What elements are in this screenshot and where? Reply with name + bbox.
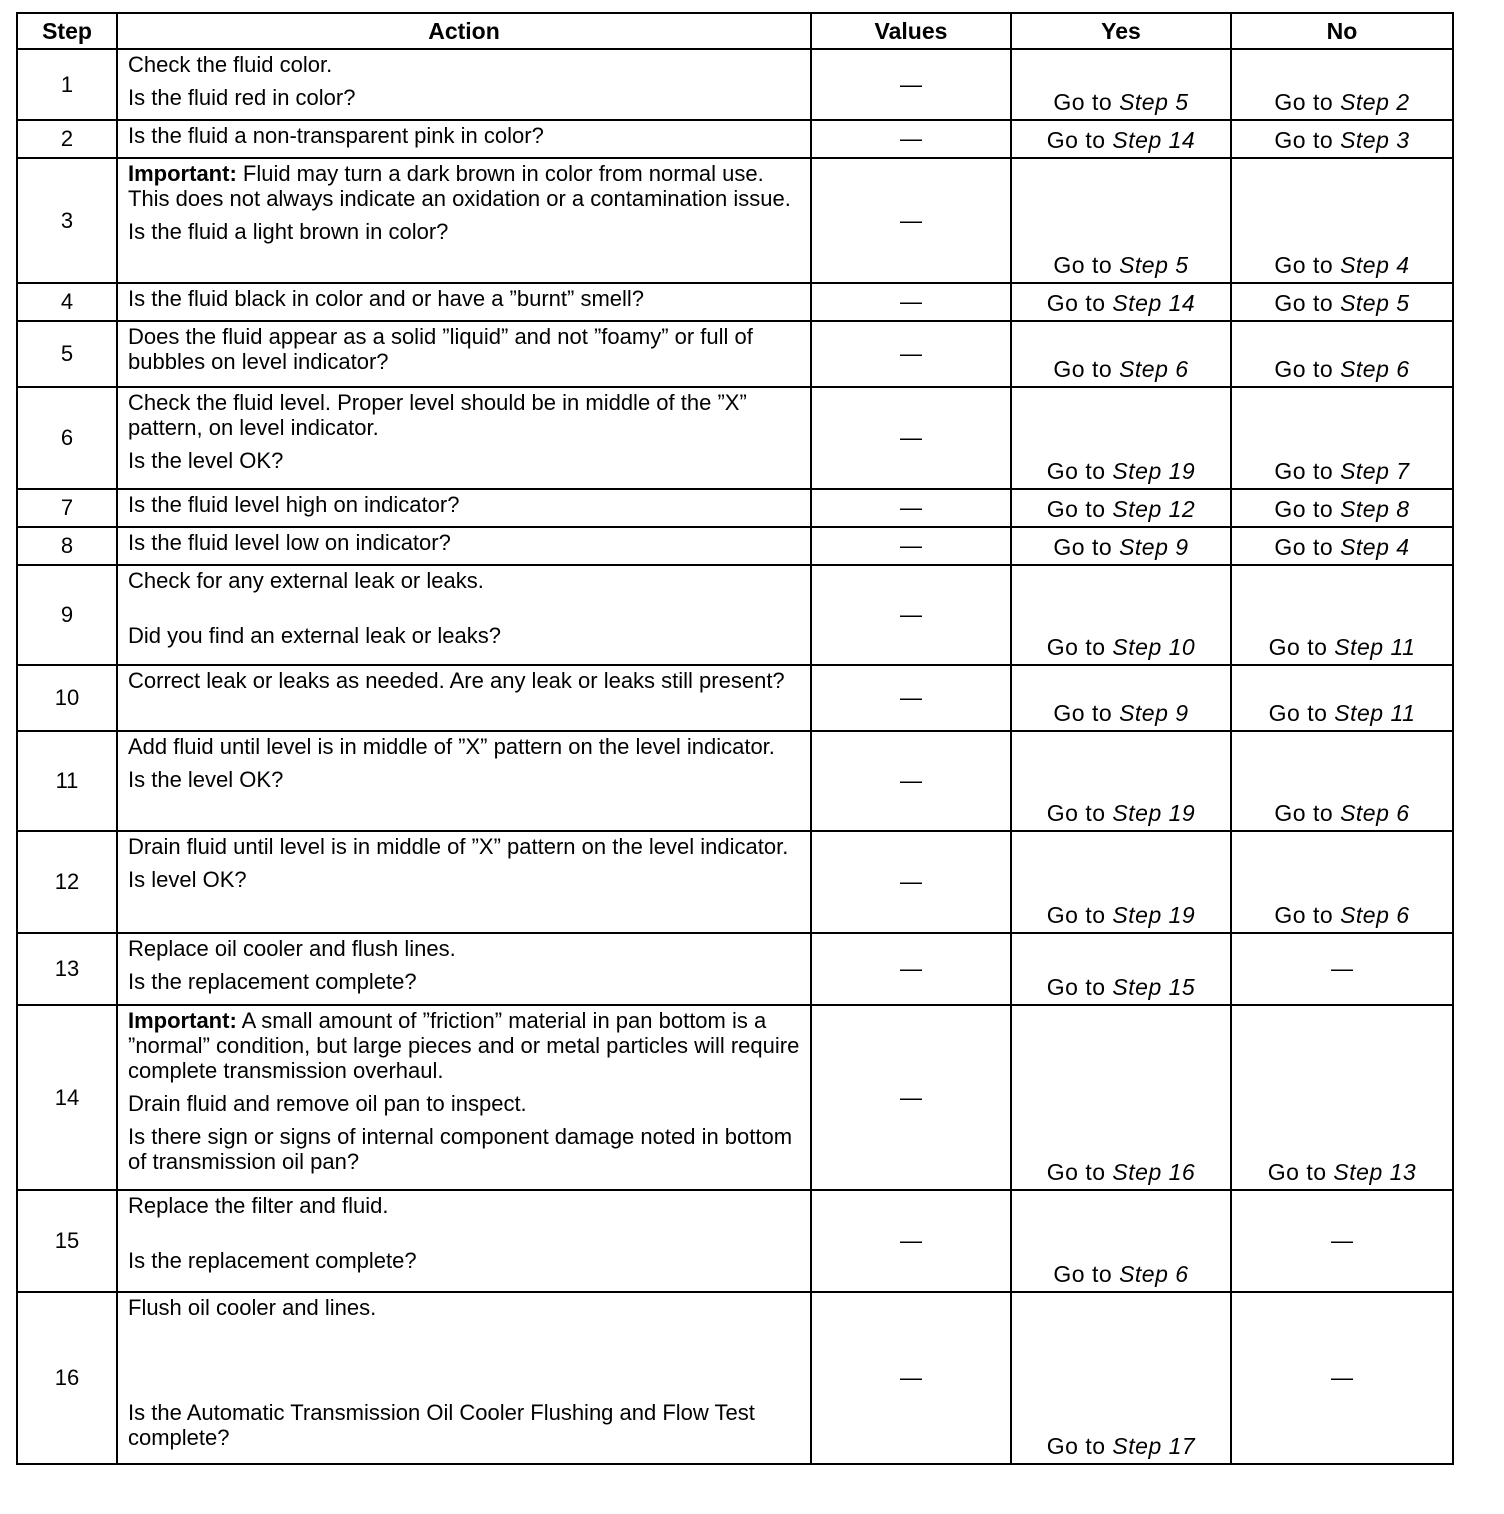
- step-reference-link[interactable]: Step 9: [1119, 700, 1189, 726]
- action-paragraph: [128, 734, 802, 759]
- yes-goto: [1011, 158, 1231, 283]
- action-paragraph: [128, 390, 802, 440]
- step-reference-link[interactable]: Step 5: [1119, 252, 1189, 278]
- action-cell: [117, 527, 811, 565]
- action-paragraph: [128, 1091, 802, 1116]
- action-text: Does the fluid appear as a solid ”liquid” and not ”foamy” or full of bubbles on level indicator?: [128, 324, 753, 374]
- goto-prefix: Go to: [1274, 89, 1334, 115]
- step-reference-link[interactable]: Step 12: [1112, 496, 1196, 522]
- table-body: [17, 49, 1453, 1464]
- step-reference-link[interactable]: Step 3: [1340, 127, 1410, 153]
- values-cell: —: [811, 158, 1011, 283]
- no-cell-empty: —: [1231, 1292, 1453, 1464]
- step-reference-link[interactable]: Step 17: [1112, 1433, 1196, 1459]
- step-number: 4: [17, 283, 117, 321]
- goto-prefix: Go to: [1274, 127, 1334, 153]
- no-goto: [1231, 1005, 1453, 1190]
- table-row: [17, 665, 1453, 731]
- goto-prefix: Go to: [1046, 127, 1106, 153]
- action-paragraph: [128, 324, 802, 374]
- action-paragraph: [128, 1248, 802, 1273]
- action-text: Is the fluid a light brown in color?: [128, 219, 449, 244]
- action-text: Is the level OK?: [128, 767, 284, 792]
- goto-prefix: Go to: [1046, 290, 1106, 316]
- action-text: Is the replacement complete?: [128, 969, 417, 994]
- step-reference-link[interactable]: Step 9: [1119, 534, 1189, 560]
- step-reference-link[interactable]: Step 2: [1340, 89, 1410, 115]
- goto-prefix: Go to: [1274, 800, 1334, 826]
- step-number: 8: [17, 527, 117, 565]
- yes-goto: [1011, 49, 1231, 120]
- goto-prefix: Go to: [1053, 356, 1113, 382]
- goto-prefix: Go to: [1274, 902, 1334, 928]
- goto-prefix: Go to: [1268, 634, 1328, 660]
- action-cell: [117, 1005, 811, 1190]
- important-label: Important:: [128, 161, 237, 186]
- goto-prefix: Go to: [1046, 902, 1106, 928]
- action-text: Drain fluid and remove oil pan to inspect.: [128, 1091, 527, 1116]
- action-cell: [117, 120, 811, 158]
- table-row: [17, 831, 1453, 933]
- action-paragraph: [128, 85, 802, 110]
- step-reference-link[interactable]: Step 5: [1119, 89, 1189, 115]
- action-paragraph: [128, 1400, 802, 1450]
- no-goto: [1231, 120, 1453, 158]
- action-paragraph: [128, 623, 802, 648]
- no-goto: [1231, 831, 1453, 933]
- action-text: Check the fluid color.: [128, 52, 333, 77]
- step-reference-link[interactable]: Step 6: [1119, 356, 1189, 382]
- table-row: [17, 120, 1453, 158]
- yes-goto: [1011, 665, 1231, 731]
- action-cell: [117, 731, 811, 831]
- no-cell-empty: —: [1231, 1190, 1453, 1292]
- step-reference-link[interactable]: Step 13: [1333, 1159, 1417, 1185]
- action-paragraph: [128, 767, 802, 792]
- action-cell: [117, 1292, 811, 1464]
- yes-goto: [1011, 731, 1231, 831]
- action-text: Is there sign or signs of internal component damage noted in bottom of transmission oil pan?: [128, 1124, 793, 1174]
- step-reference-link[interactable]: Step 15: [1112, 974, 1196, 1000]
- header-action: Action: [117, 13, 811, 49]
- action-paragraph: [128, 1008, 802, 1083]
- table-row: [17, 527, 1453, 565]
- goto-prefix: Go to: [1046, 1159, 1106, 1185]
- step-number: 2: [17, 120, 117, 158]
- yes-goto: [1011, 1005, 1231, 1190]
- values-cell: —: [811, 283, 1011, 321]
- action-cell: [117, 933, 811, 1005]
- yes-goto: [1011, 321, 1231, 387]
- action-paragraph: [128, 969, 802, 994]
- action-paragraph: [128, 834, 802, 859]
- step-number: 5: [17, 321, 117, 387]
- step-reference-link[interactable]: Step 14: [1112, 290, 1196, 316]
- action-cell: [117, 565, 811, 665]
- step-number: 1: [17, 49, 117, 120]
- action-text: Is level OK?: [128, 867, 247, 892]
- action-text: Drain fluid until level is in middle of ”X” pattern on the level indicator.: [128, 834, 789, 859]
- values-cell: —: [811, 731, 1011, 831]
- action-paragraph: [128, 52, 802, 77]
- action-cell: [117, 158, 811, 283]
- yes-goto: [1011, 1190, 1231, 1292]
- goto-prefix: Go to: [1053, 700, 1113, 726]
- values-cell: —: [811, 527, 1011, 565]
- step-number: 13: [17, 933, 117, 1005]
- action-cell: [117, 831, 811, 933]
- goto-prefix: Go to: [1046, 634, 1106, 660]
- step-reference-link[interactable]: Step 7: [1340, 458, 1410, 484]
- action-paragraph: [128, 123, 802, 148]
- goto-prefix: Go to: [1046, 496, 1106, 522]
- action-text: Fluid may turn a dark brown in color from normal use. This does not always indicate an oxidation or a contamination issue.: [128, 161, 791, 211]
- table-row: [17, 731, 1453, 831]
- yes-goto: [1011, 387, 1231, 489]
- table-row: [17, 565, 1453, 665]
- goto-prefix: Go to: [1046, 1433, 1106, 1459]
- action-text: Did you find an external leak or leaks?: [128, 623, 501, 648]
- table-row: [17, 49, 1453, 120]
- action-text: A small amount of ”friction” material in pan bottom is a ”normal” condition, but large pieces and or metal particles will require complete transmission overhaul.: [128, 1008, 800, 1083]
- action-cell: [117, 321, 811, 387]
- values-cell: —: [811, 49, 1011, 120]
- goto-prefix: Go to: [1274, 252, 1334, 278]
- important-label: Important:: [128, 1008, 237, 1033]
- yes-goto: [1011, 933, 1231, 1005]
- header-no: No: [1231, 13, 1453, 49]
- action-text: Correct leak or leaks as needed. Are any leak or leaks still present?: [128, 668, 785, 693]
- no-goto: [1231, 283, 1453, 321]
- values-cell: —: [811, 1005, 1011, 1190]
- no-goto: [1231, 565, 1453, 665]
- step-number: 3: [17, 158, 117, 283]
- header-yes: Yes: [1011, 13, 1231, 49]
- table-row: [17, 489, 1453, 527]
- action-text: Flush oil cooler and lines.: [128, 1295, 377, 1320]
- step-reference-link[interactable]: Step 6: [1340, 800, 1410, 826]
- action-paragraph: [128, 161, 802, 211]
- step-reference-link[interactable]: Step 16: [1112, 1159, 1196, 1185]
- no-goto: [1231, 489, 1453, 527]
- no-cell-empty: —: [1231, 933, 1453, 1005]
- goto-prefix: Go to: [1046, 458, 1106, 484]
- goto-prefix: Go to: [1267, 1159, 1327, 1185]
- goto-prefix: Go to: [1053, 252, 1113, 278]
- table-row: [17, 1190, 1453, 1292]
- table-row: [17, 321, 1453, 387]
- step-reference-link[interactable]: Step 4: [1340, 534, 1410, 560]
- step-number: 14: [17, 1005, 117, 1190]
- goto-prefix: Go to: [1268, 700, 1328, 726]
- action-paragraph: [128, 286, 802, 311]
- action-text: Check for any external leak or leaks.: [128, 568, 484, 593]
- action-paragraph: [128, 1193, 802, 1218]
- step-number: 9: [17, 565, 117, 665]
- action-text: Check the fluid level. Proper level should be in middle of the ”X” pattern, on level indicator.: [128, 390, 747, 440]
- no-goto: [1231, 731, 1453, 831]
- action-paragraph: [128, 568, 802, 593]
- step-number: 11: [17, 731, 117, 831]
- no-goto: [1231, 158, 1453, 283]
- goto-prefix: Go to: [1274, 356, 1334, 382]
- action-text: Is the fluid a non-transparent pink in color?: [128, 123, 544, 148]
- step-reference-link[interactable]: Step 14: [1112, 127, 1196, 153]
- step-reference-link[interactable]: Step 6: [1119, 1261, 1189, 1287]
- action-cell: [117, 283, 811, 321]
- goto-prefix: Go to: [1274, 534, 1334, 560]
- action-cell: [117, 489, 811, 527]
- step-reference-link[interactable]: Step 8: [1340, 496, 1410, 522]
- goto-prefix: Go to: [1046, 800, 1106, 826]
- yes-goto: [1011, 120, 1231, 158]
- step-number: 12: [17, 831, 117, 933]
- goto-prefix: Go to: [1046, 974, 1106, 1000]
- action-text: Is the fluid red in color?: [128, 85, 356, 110]
- table-row: [17, 387, 1453, 489]
- table-row: [17, 283, 1453, 321]
- action-text: Is the Automatic Transmission Oil Cooler Flushing and Flow Test complete?: [128, 1400, 755, 1450]
- goto-prefix: Go to: [1274, 496, 1334, 522]
- action-paragraph: [128, 936, 802, 961]
- no-goto: [1231, 321, 1453, 387]
- table-row: [17, 933, 1453, 1005]
- action-paragraph: [128, 668, 802, 693]
- no-goto: [1231, 49, 1453, 120]
- goto-prefix: Go to: [1053, 1261, 1113, 1287]
- yes-goto: [1011, 489, 1231, 527]
- step-reference-link[interactable]: Step 10: [1112, 634, 1196, 660]
- table-row: [17, 1292, 1453, 1464]
- header-step: Step: [17, 13, 117, 49]
- action-text: Is the fluid level low on indicator?: [128, 530, 451, 555]
- step-reference-link[interactable]: Step 4: [1340, 252, 1410, 278]
- yes-goto: [1011, 831, 1231, 933]
- no-goto: [1231, 387, 1453, 489]
- no-goto: [1231, 665, 1453, 731]
- values-cell: —: [811, 665, 1011, 731]
- action-paragraph: [128, 448, 802, 473]
- goto-prefix: Go to: [1274, 290, 1334, 316]
- yes-goto: [1011, 527, 1231, 565]
- values-cell: —: [811, 321, 1011, 387]
- goto-prefix: Go to: [1053, 534, 1113, 560]
- action-paragraph: [128, 492, 802, 517]
- values-cell: —: [811, 565, 1011, 665]
- step-number: 6: [17, 387, 117, 489]
- goto-prefix: Go to: [1274, 458, 1334, 484]
- action-text: Is the fluid black in color and or have a ”burnt” smell?: [128, 286, 645, 311]
- yes-goto: [1011, 283, 1231, 321]
- table-row: [17, 158, 1453, 283]
- action-text: Replace the filter and fluid.: [128, 1193, 389, 1218]
- goto-prefix: Go to: [1053, 89, 1113, 115]
- action-cell: [117, 49, 811, 120]
- action-paragraph: [128, 1295, 802, 1320]
- values-cell: —: [811, 387, 1011, 489]
- step-reference-link[interactable]: Step 5: [1340, 290, 1410, 316]
- values-cell: —: [811, 831, 1011, 933]
- step-number: 10: [17, 665, 117, 731]
- diagnostic-table: [16, 12, 1454, 1465]
- values-cell: —: [811, 1292, 1011, 1464]
- yes-goto: [1011, 1292, 1231, 1464]
- step-number: 15: [17, 1190, 117, 1292]
- no-goto: [1231, 527, 1453, 565]
- step-reference-link[interactable]: Step 6: [1340, 902, 1410, 928]
- step-reference-link[interactable]: Step 19: [1112, 800, 1196, 826]
- values-cell: —: [811, 489, 1011, 527]
- table-row: [17, 1005, 1453, 1190]
- values-cell: —: [811, 1190, 1011, 1292]
- action-text: Replace oil cooler and flush lines.: [128, 936, 456, 961]
- action-paragraph: [128, 219, 802, 244]
- action-text: Add fluid until level is in middle of ”X” pattern on the level indicator.: [128, 734, 775, 759]
- action-text: Is the replacement complete?: [128, 1248, 417, 1273]
- values-cell: —: [811, 933, 1011, 1005]
- step-number: 16: [17, 1292, 117, 1464]
- values-cell: —: [811, 120, 1011, 158]
- header-values: Values: [811, 13, 1011, 49]
- step-number: 7: [17, 489, 117, 527]
- step-reference-link[interactable]: Step 11: [1334, 700, 1416, 726]
- action-cell: [117, 387, 811, 489]
- action-cell: [117, 665, 811, 731]
- yes-goto: [1011, 565, 1231, 665]
- step-reference-link[interactable]: Step 6: [1340, 356, 1410, 382]
- step-reference-link[interactable]: Step 19: [1112, 902, 1196, 928]
- action-cell: [117, 1190, 811, 1292]
- action-paragraph: [128, 530, 802, 555]
- header-row: [17, 13, 1453, 49]
- action-paragraph: [128, 1124, 802, 1174]
- action-paragraph: [128, 867, 802, 892]
- step-reference-link[interactable]: Step 11: [1334, 634, 1416, 660]
- action-text: Is the level OK?: [128, 448, 284, 473]
- action-text: Is the fluid level high on indicator?: [128, 492, 460, 517]
- step-reference-link[interactable]: Step 19: [1112, 458, 1196, 484]
